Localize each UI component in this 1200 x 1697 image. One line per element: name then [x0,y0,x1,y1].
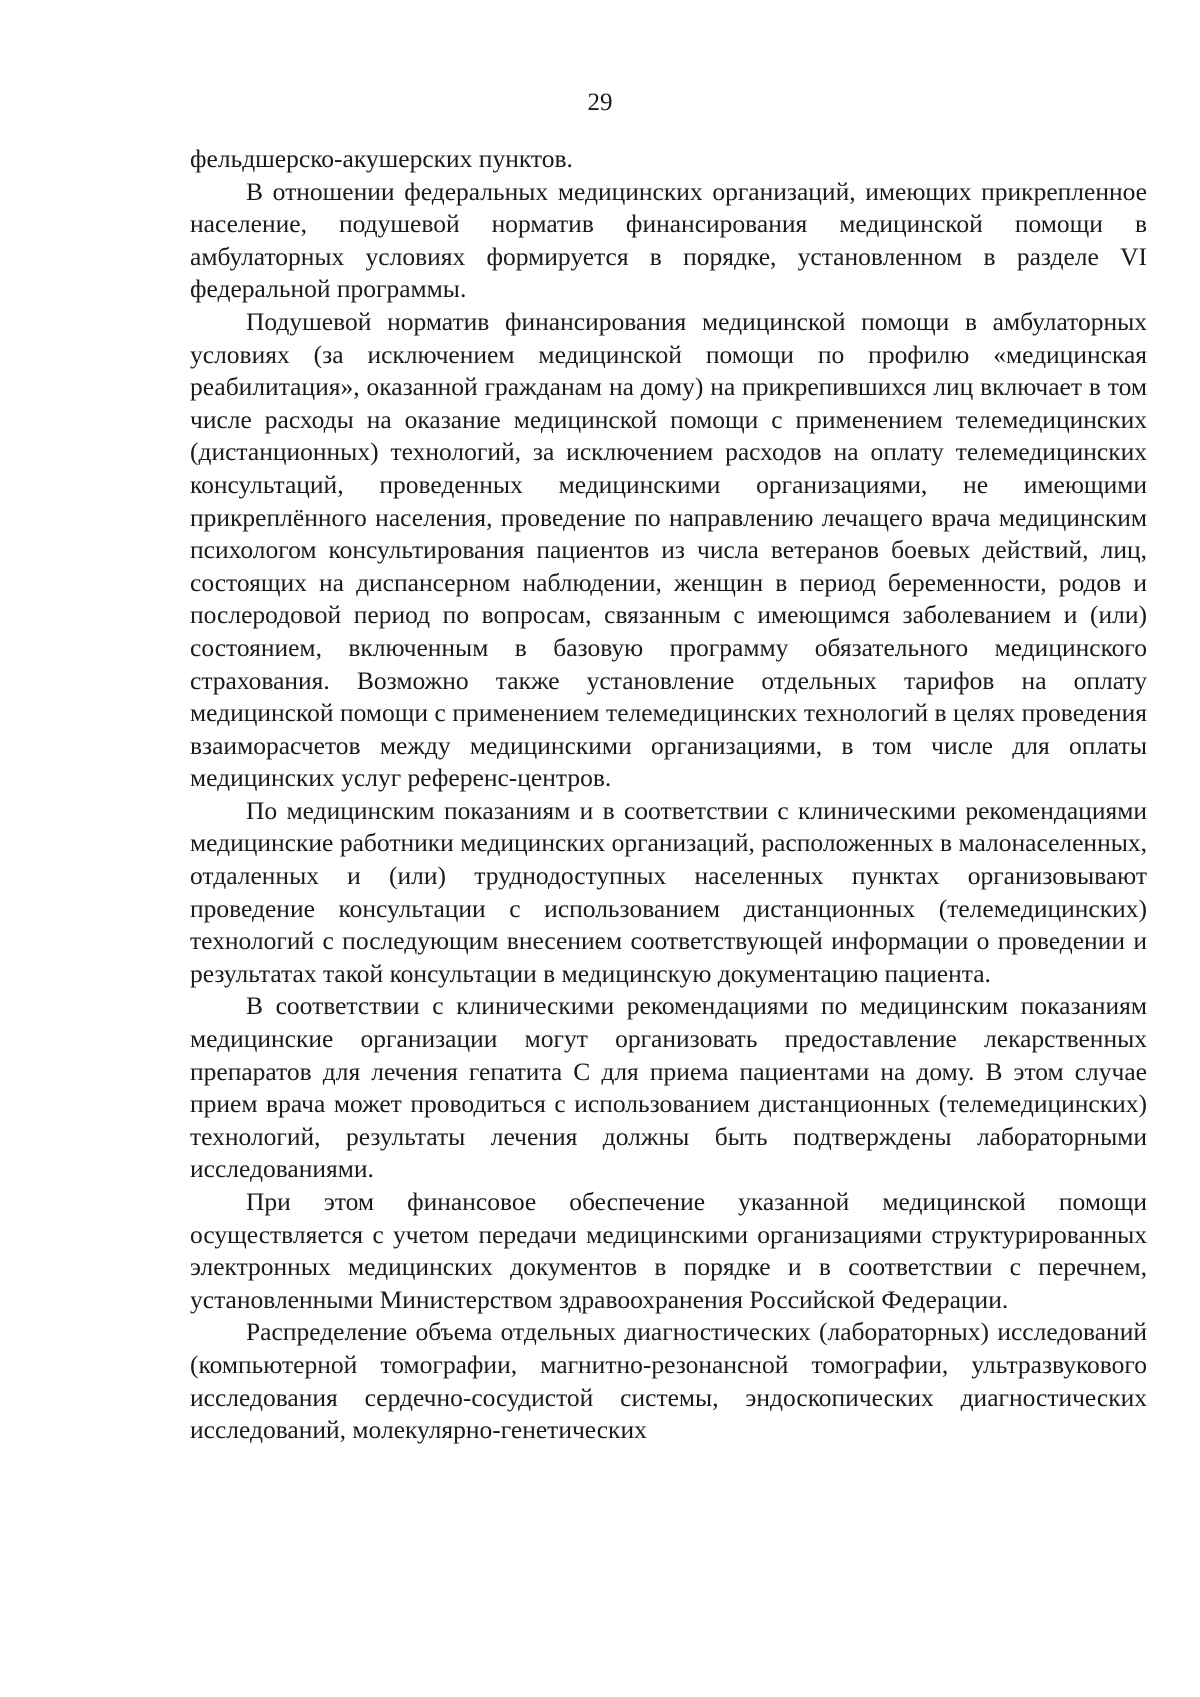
paragraph-diagnostic-distribution: Распределение объема отдельных диагностических (лабораторных) исследований (компьютерной томографии, магнитно-резонансной томографии, ультразвукового исследования сердечно-сосудистой системы, эндоскопических диагностических исследований, молекулярно-генетических [190,1317,1147,1445]
paragraph-per-capita-standard: Подушевой норматив финансирования медицинской помощи в амбулаторных условиях (за исключением медицинской помощи по профилю «медицинская реабилитация», оказанной гражданам на дому) на прикрепившихся лиц включает в том числе расходы на оказание медицинской помощи с применением телемедицинских (дистанционных) технологий, за исключением расходов на оплату телемедицинских консультаций, проведенных медицинскими организациями, не имеющими прикреплённого населения, проведение по направлению лечащего врача медицинским психологом консультирования пациентов из числа ветеранов боевых действий, лиц, состоящих на диспансерном наблюдении, женщин в период беременности, родов и послеродовой период по вопросам, связанным с имеющимся заболеванием и (или) состоянием, включенным в базовую программу обязательного медицинского страхования. Возможно также установление отдельных тарифов на оплату медицинской помощи с применением телемедицинских технологий в целях проведения взаиморасчетов между медицинскими организациями, в том числе для оплаты медицинских услуг референс-центров. [190,306,1147,793]
document-body [190,143,1147,1447]
paragraph-financial-support: При этом финансовое обеспечение указанной медицинской помощи осуществляется с учетом передачи медицинскими организациями структурированных электронных медицинских документов в порядке и в соответствии с перечнем, установленными Министерством здравоохранения Российской Федерации. [190,1187,1147,1314]
paragraph-hepatitis-c: В соответствии с клиническими рекомендациями по медицинским показаниям медицинские организации могут организовать предоставление лекарственных препаратов для лечения гепатита С для приема пациентами на дому. В этом случае прием врача может проводиться с использованием дистанционных (телемедицинских) технологий, результаты лечения должны быть подтверждены лабораторными исследованиями. [190,991,1147,1184]
paragraph-continuation: фельдшерско-акушерских пунктов. [190,144,573,173]
page-number: 29 [587,89,613,116]
paragraph-remote-consultations: По медицинским показаниям и в соответствии с клиническими рекомендациями медицинские работники медицинских организаций, расположенных в малонаселенных, отдаленных и (или) труднодоступных населенных пунктах организовывают проведение консультации с использованием дистанционных (телемедицинских) технологий с последующим внесением соответствующей информации о проведении и результатах такой консультации в медицинскую документацию пациента. [190,795,1147,988]
paragraph-federal-organizations: В отношении федеральных медицинских организаций, имеющих прикрепленное население, подушевой норматив финансирования медицинской помощи в амбулаторных условиях формируется в порядке, установленном в разделе VI федеральной программы. [190,176,1147,304]
